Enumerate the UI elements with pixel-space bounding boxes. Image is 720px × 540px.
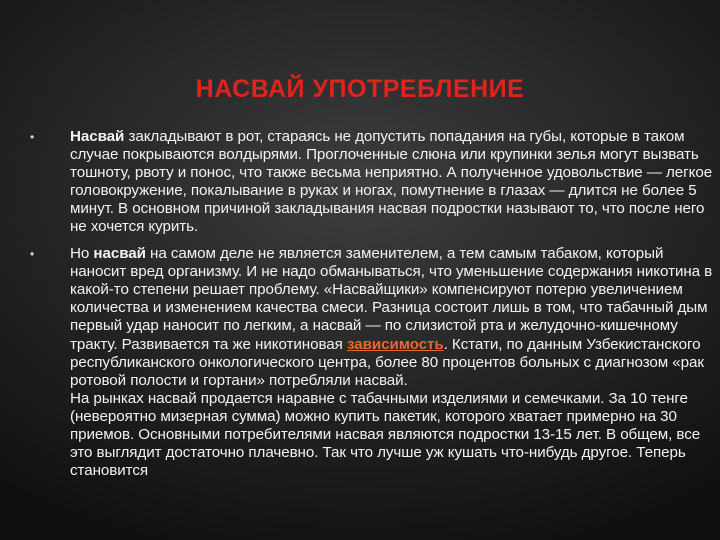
dependency-link[interactable]: зависимость xyxy=(346,335,444,353)
bullet-prefix: Но xyxy=(70,245,94,263)
bullet-text-1 xyxy=(70,128,720,236)
bullet-item-1 xyxy=(30,128,720,236)
bullet-lead-term: Насвай xyxy=(70,128,125,145)
bullet-body: закладывают в рот, стараясь не допустить попадания на губы, которые в таком случае покрываются волдырями. Проглоченные слюна или крупинки зелья могут вызвать тошноту, рвоту и понос, что также весьма неприятно. А полученное удовольствие — легкое головокружение, покалывание в руках и ногах, помутнение в глазах — длится не более 5 минут. В основном причиной закладывания насвая подростки называют то, что после него не хочется курить. xyxy=(70,128,713,236)
slide-title: НАСВАЙ УПОТРЕБЛЕНИЕ xyxy=(195,75,525,103)
bullet-marker: • xyxy=(30,130,35,144)
bullet-body-continued: . Кстати, по данным Узбекистанского республиканского онкологического центра, более 80 процентов больных с диагнозом «рак ротовой полости и гортани» потребляли насвай. xyxy=(70,335,704,389)
bullet-marker: • xyxy=(30,247,35,262)
bullet-body: на самом деле не является заменителем, а тем самым табаком, который наносит вред организму. И не надо обманываться, что уменьшение содержания никотина в какой-то степени решает проблему. «Насвайщики» компенсируют потерю увеличением количества и изменением качества смеси. Разница состоит лишь в том, что табачный дым первый удар наносит по легким, а насвай — по слизистой рта и желудочно-кишечному тракту. Развивается та же никотиновая xyxy=(70,245,713,353)
bullet-text-2 xyxy=(70,245,720,480)
bullet-item-2 xyxy=(30,245,720,480)
bullet-lead-term: насвай xyxy=(93,245,146,263)
bullet-list xyxy=(30,128,720,489)
bullet-paragraph-2: На рынках насвай продается наравне с табачными изделиями и семечками. За 10 тенге (невероятно мизерная сумма) можно купить пакетик, которого хватает примерно на 30 приемов. Основными потребителями насвая являются подростки 13-15 лет. В общем, все это выглядит достаточно плачевно. Так что лучше уж кушать что-нибудь другое. Теперь становится xyxy=(70,389,701,479)
